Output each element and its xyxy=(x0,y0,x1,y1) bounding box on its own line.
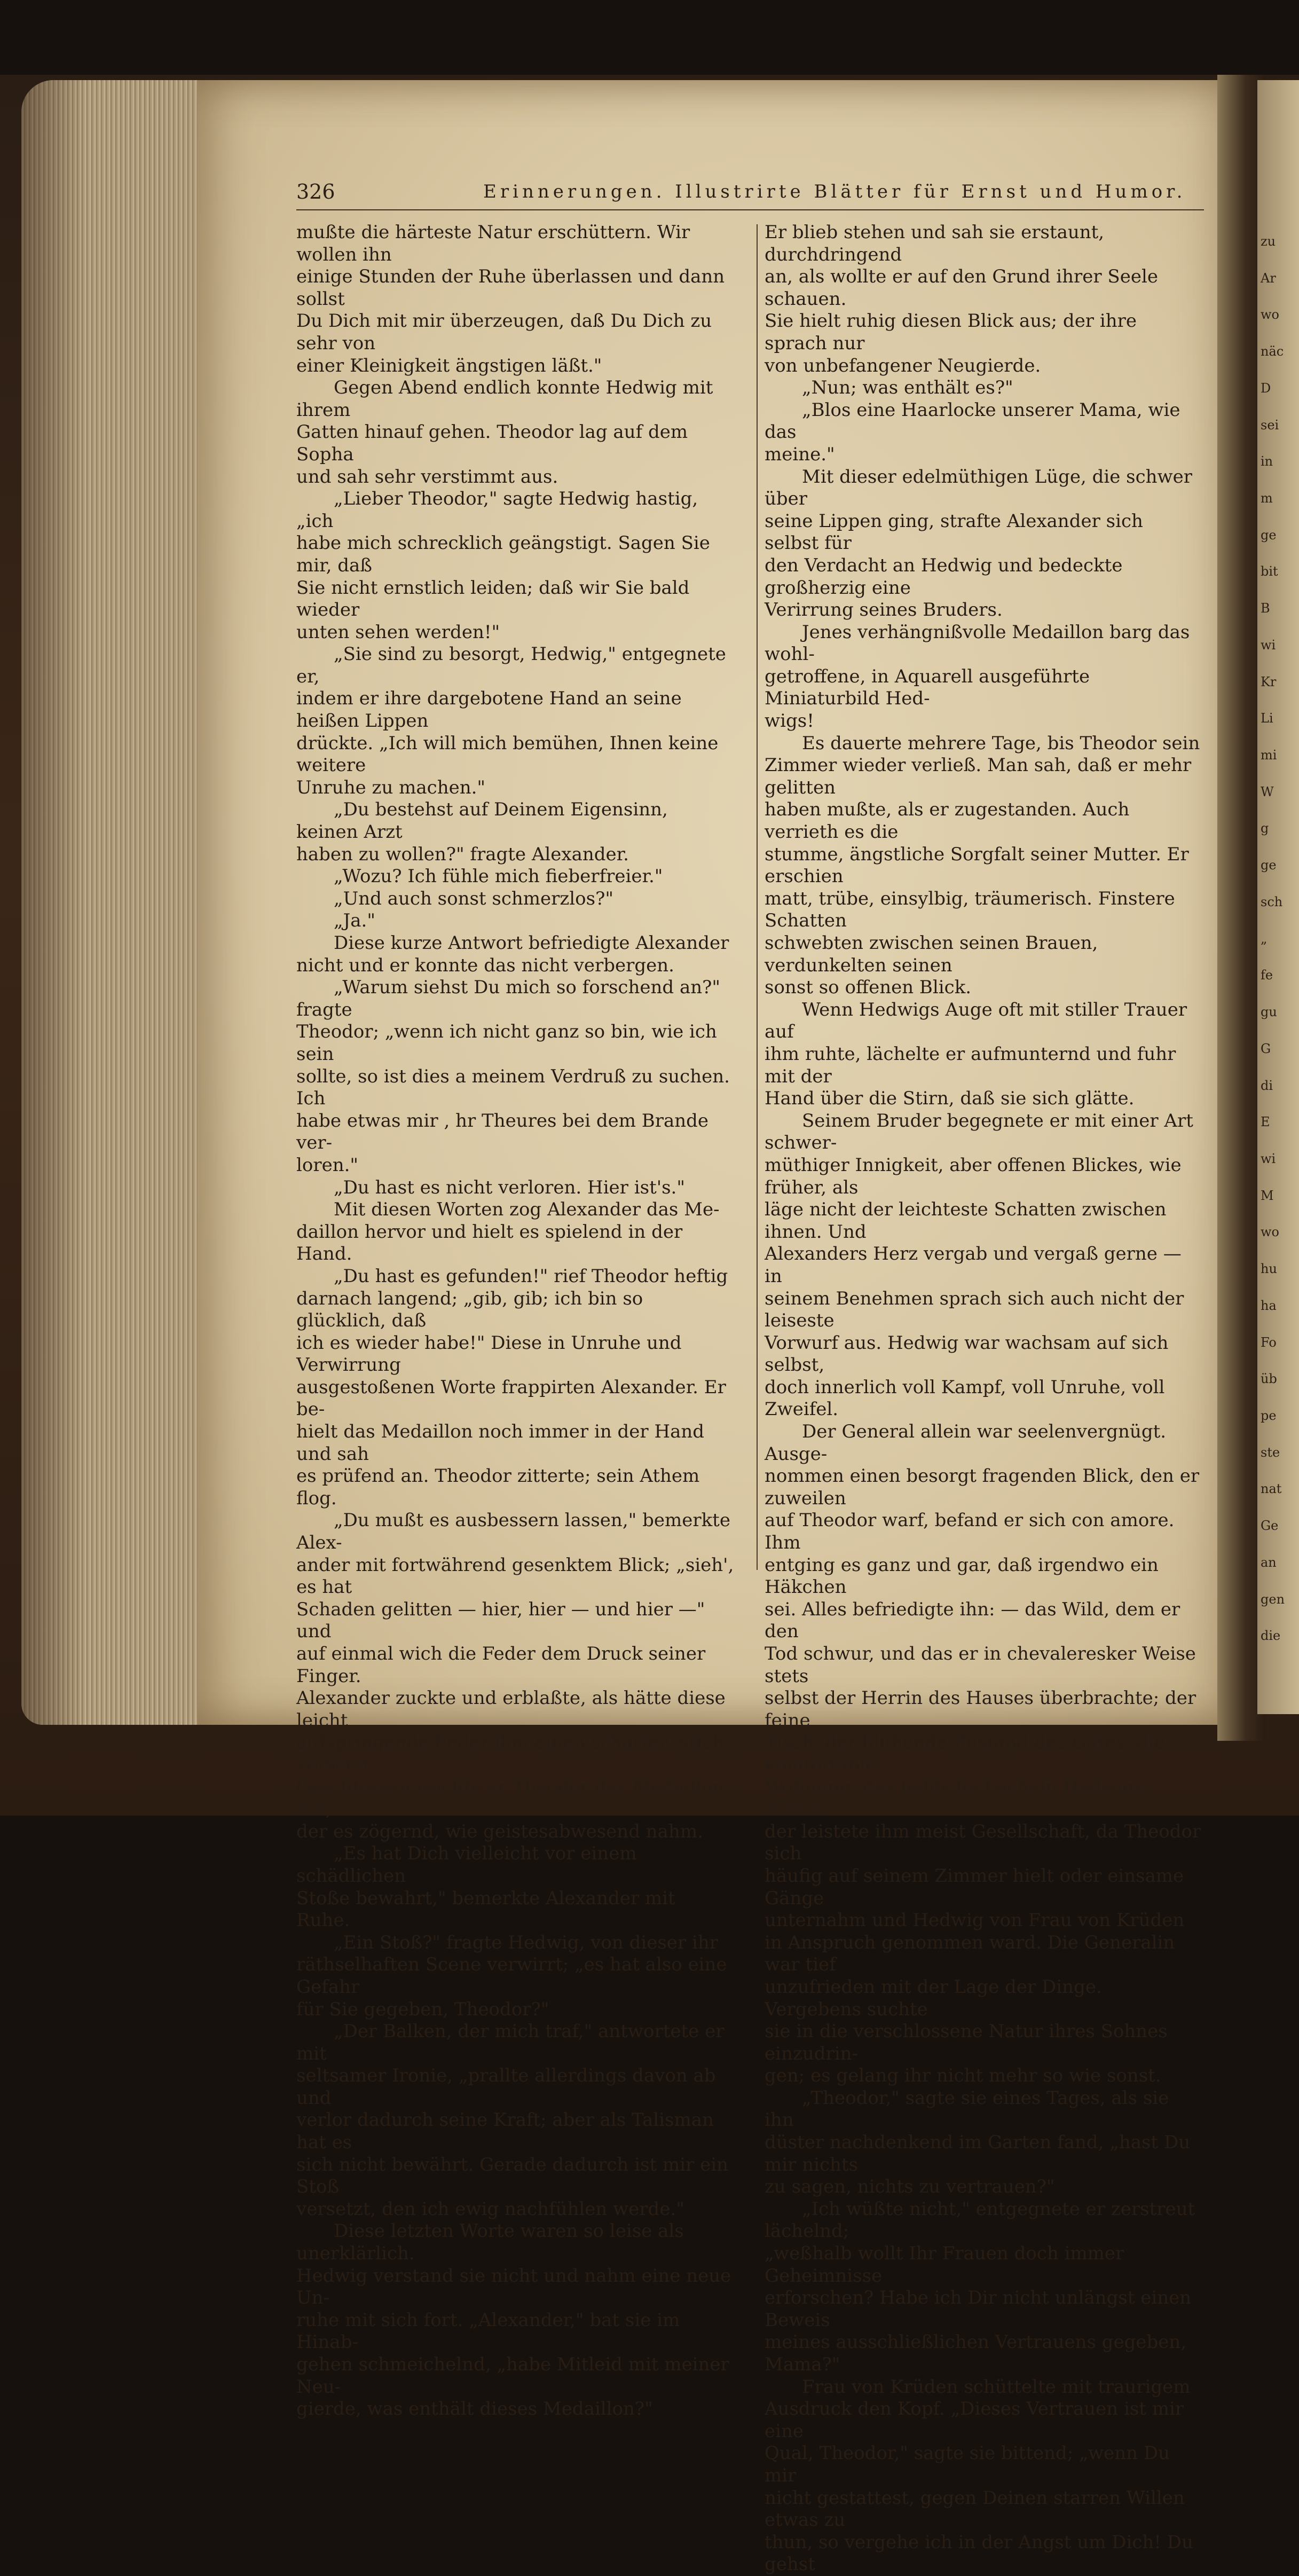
text-line: Der General allein war seelenvergnügt. Ausge- xyxy=(765,1421,1167,1465)
text-line: auf Theodor warf, befand er sich con amore. Ihm xyxy=(765,1510,1175,1554)
next-page-fragment: hu xyxy=(1261,1261,1277,1277)
text-line: Du Dich mit mir überzeugen, daß Du Dich zu sehr von xyxy=(296,310,712,354)
text-line: Tisch, der blühende Zustand des Gutes, die komfortable xyxy=(765,1732,1165,1776)
text-line: Gatten hinauf gehen. Theodor lag auf dem Sopha xyxy=(296,421,688,465)
text-line: Hedwig verstand sie nicht und nahm eine neue Un- xyxy=(296,2265,731,2309)
column-divider xyxy=(757,224,758,1570)
text-line: haben mußte, als er zugestanden. Auch verrieth es die xyxy=(765,799,1130,843)
text-line: meines ausschließlichen Vertrauens gegeben, Mama?" xyxy=(765,2331,1187,2375)
text-line: an, als wollte er auf den Grund ihrer Seele schauen. xyxy=(765,266,1158,310)
next-page-fragment: B xyxy=(1261,601,1270,616)
next-page-fragment: die xyxy=(1261,1628,1281,1644)
text-line: Mit dieser edelmüthigen Lüge, die schwer über xyxy=(765,466,1192,510)
text-line: Stoße bewahrt," bemerkte Alexander mit Ruhe. xyxy=(296,1887,675,1931)
text-line: in Anspruch genommen ward. Die Generalin war tief xyxy=(765,1931,1175,1976)
text-line: mußte die härteste Natur erschüttern. Wir wollen ihn xyxy=(296,222,690,265)
text-line: Jenes verhängnißvolle Medaillon barg das wohl- xyxy=(765,621,1190,665)
text-line: schwebten zwischen seinen Brauen, verdunkelten seinen xyxy=(765,932,1098,976)
text-line: indem er ihre dargebotene Hand an seine heißen Lippen xyxy=(296,688,682,732)
text-line: „weßhalb wollt Ihr Frauen doch immer Geheimnisse xyxy=(765,2243,1124,2287)
text-line: aufspringende Feder ihm einen scharfen Stich versetzt. xyxy=(296,1732,724,1776)
text-line: Diese kurze Antwort befriedigte Alexander xyxy=(334,932,729,954)
next-page-fragment: wi xyxy=(1261,1151,1276,1166)
page-number: 326 xyxy=(296,180,335,203)
text-line: „Lieber Theodor," sagte Hedwig hastig, „ich xyxy=(296,488,698,532)
text-line: gierde, was enthält dieses Medaillon?" xyxy=(296,2398,653,2420)
text-line: Wohnung, das liebliche Lächeln Hedwigs. Alexan- xyxy=(765,1776,1150,1820)
next-page-fragment: Ge xyxy=(1261,1518,1279,1534)
right-column xyxy=(765,222,1202,2576)
text-line: „Du bestehst auf Deinem Eigensinn, keinen Arzt xyxy=(296,799,668,843)
text-line: „Es hat Dich vielleicht vor einem schädlichen xyxy=(296,1843,637,1887)
next-page-fragment: wo xyxy=(1261,1224,1279,1240)
text-line: Alexanders Herz vergab und vergaß gerne — in xyxy=(765,1243,1182,1287)
next-page-edge xyxy=(1257,80,1299,1714)
text-line: sei. Alles befriedigte ihn: — das Wild, dem er den xyxy=(765,1598,1180,1643)
text-line: auf einmal wich die Feder dem Druck seiner Finger. xyxy=(296,1643,706,1687)
page-edges-stack xyxy=(21,80,214,1725)
text-line: ihm ruhte, lächelte er aufmunternd und fuhr mit der xyxy=(765,1043,1176,1087)
next-page-fragment: sei xyxy=(1261,417,1279,433)
running-head xyxy=(296,180,1204,207)
text-line: Mit diesen Worten zog Alexander das Me- xyxy=(334,1199,720,1221)
text-line: „Der Balken, der mich traf," antwortete er mit xyxy=(296,2021,725,2064)
text-line: der es zögernd, wie geistesabwesend nahm. xyxy=(296,1820,703,1842)
next-page-fragment: W xyxy=(1261,784,1274,799)
next-page-fragment: „ xyxy=(1261,931,1267,946)
next-page-fragment: pe xyxy=(1261,1408,1277,1423)
text-line: von unbefangener Neugierde. xyxy=(765,355,1041,376)
next-page-fragment: gu xyxy=(1261,1004,1277,1020)
text-line: Unruhe zu machen." xyxy=(296,776,486,798)
text-line: Schaden gelitten — hier, hier — und hier —" und xyxy=(296,1598,705,1643)
text-line: „Ja." xyxy=(334,910,375,932)
next-page-fragment: Li xyxy=(1261,711,1273,726)
text-line: „Du hast es nicht verloren. Hier ist's." xyxy=(334,1176,685,1198)
text-line: getroffene, in Aquarell ausgeführte Miniaturbild Hed- xyxy=(765,665,1090,710)
text-line: Es dauerte mehrere Tage, bis Theodor sein xyxy=(802,732,1200,754)
text-line: Wenn Hedwigs Auge oft mit stiller Trauer auf xyxy=(765,999,1187,1043)
running-title: Erinnerungen. Illustrirte Blätter für Ernst und Humor. xyxy=(483,181,1186,202)
text-line: Theodor; „wenn ich nicht ganz so bin, wie ich sein xyxy=(296,1021,717,1065)
next-page-fragment: mi xyxy=(1261,748,1277,763)
next-page-fragment: wo xyxy=(1261,307,1279,323)
next-page-fragment: sch xyxy=(1261,894,1283,909)
text-line: habe etwas mir , hr Theures bei dem Brande ver- xyxy=(296,1110,709,1154)
text-line: wigs! xyxy=(765,710,814,732)
next-page-fragment: di xyxy=(1261,1078,1273,1093)
text-line: meine." xyxy=(765,443,835,465)
text-line: Tod schwur, und das er in chevaleresker Weise stets xyxy=(765,1643,1196,1687)
text-line: „Ein Stoß?" fragte Hedwig, von dieser ihr xyxy=(334,1931,718,1953)
text-line: läge nicht der leichteste Schatten zwischen ihnen. Und xyxy=(765,1199,1167,1243)
text-line: unten sehen werden!" xyxy=(296,621,500,643)
text-line: sollte, so ist dies a meinem Verdruß zu suchen. Ich xyxy=(296,1065,730,1110)
next-page-fragment: E xyxy=(1261,1114,1270,1130)
next-page-fragment: D xyxy=(1261,380,1271,396)
next-page-fragment: üb xyxy=(1261,1371,1277,1387)
next-page-fragment: fe xyxy=(1261,968,1273,983)
text-line: gen; es gelang ihr nicht mehr so wie sonst. xyxy=(765,2065,1161,2087)
text-line: Gegen Abend endlich konnte Hedwig mit ihrem xyxy=(296,377,713,421)
text-line: loren." xyxy=(296,1154,359,1176)
next-page-fragment: näc xyxy=(1261,344,1284,359)
next-page-fragment: in xyxy=(1261,454,1273,469)
text-line: den Verdacht an Hedwig und bedeckte großherzig eine xyxy=(765,554,1123,599)
text-line: Frau von Krüden schüttelte mit traurigem xyxy=(802,2376,1191,2398)
text-line: Zimmer wieder verließ. Man sah, daß er mehr gelitten xyxy=(765,755,1192,798)
next-page-fragment: Kr xyxy=(1261,674,1277,689)
text-line: sich nicht bewährt. Gerade dadurch ist mir ein Stoß xyxy=(296,2154,728,2198)
text-line: „Und auch sonst schmerzlos?" xyxy=(334,888,613,909)
next-page-fragment: m xyxy=(1261,491,1273,506)
text-line: Verirrung seines Bruders. xyxy=(765,599,1003,621)
next-page-fragment: bit xyxy=(1261,564,1278,579)
text-line: einer Kleinigkeit ängstigen läßt." xyxy=(296,355,602,376)
text-line: matt, trübe, einsylbig, träumerisch. Finstere Schatten xyxy=(765,888,1175,932)
text-line: Vorwurf aus. Hedwig war wachsam auf sich selbst, xyxy=(765,1332,1169,1376)
text-line: Alexander zuckte und erblaßte, als hätte diese leicht xyxy=(296,1687,726,1731)
text-line: gehen schmeichelnd, „habe Mitleid mit meiner Neu- xyxy=(296,2354,729,2398)
text-line: unzufrieden mit der Lage der Dinge. Vergebens suchte xyxy=(765,1976,1102,2020)
text-line: der leistete ihm meist Gesellschaft, da Theodor sich xyxy=(765,1820,1201,1865)
header-rule xyxy=(296,209,1204,210)
text-line: düster nachdenkend im Garten fand, „hast Du mir nichts xyxy=(765,2132,1191,2176)
text-line: „Blos eine Haarlocke unserer Mama, wie das xyxy=(765,399,1180,443)
text-line: ander mit fortwährend gesenktem Blick; „sieh', es hat xyxy=(296,1554,734,1598)
text-line: „Nun; was enthält es?" xyxy=(802,377,1013,399)
text-line: Sie nicht ernstlich leiden; daß wir Sie bald wieder xyxy=(296,577,690,621)
text-line: seltsamer Ironie, „prallte allerdings davon ab und xyxy=(296,2065,716,2109)
text-line: darnach langend; „gib, gib; ich bin so glücklich, daß xyxy=(296,1287,643,1332)
text-line: „Du mußt es ausbessern lassen," bemerkte Alex- xyxy=(296,1510,730,1554)
next-page-fragment: ste xyxy=(1261,1444,1280,1460)
text-line: zu sagen, nichts zu vertrauen?" xyxy=(765,2176,1055,2198)
text-line: Diese letzten Worte waren so leise als unerklärlich. xyxy=(296,2220,684,2265)
text-line: hielt das Medaillon noch immer in der Hand und sah xyxy=(296,1421,705,1465)
text-line: entging es ganz und gar, daß irgendwo ein Häkchen xyxy=(765,1554,1159,1598)
next-page-fragment: zu xyxy=(1261,234,1276,249)
text-line: sonst so offenen Blick. xyxy=(765,977,972,999)
text-line: stumme, ängstliche Sorgfalt seiner Mutter. Er erschien xyxy=(765,843,1189,888)
text-line: seine Lippen ging, strafte Alexander sich selbst für xyxy=(765,510,1143,554)
next-page-fragment: ge xyxy=(1261,858,1277,873)
text-line: ich es wieder habe!" Diese in Unruhe und Verwirrung xyxy=(296,1332,682,1376)
next-page-fragment: an xyxy=(1261,1554,1277,1570)
next-page-fragment: M xyxy=(1261,1188,1274,1203)
text-line: drückte. „Ich will mich bemühen, Ihnen keine weitere xyxy=(296,732,719,776)
text-line: verlor dadurch seine Kraft; aber als Talisman hat es xyxy=(296,2109,714,2154)
text-line: „Ich wüßte nicht," entgegnete er zerstreut lächelnd; xyxy=(765,2198,1195,2242)
text-line: nicht und er konnte das nicht verbergen. xyxy=(296,954,674,976)
text-line: Sie hielt ruhig diesen Blick aus; der ihre sprach nur xyxy=(765,310,1137,354)
text-line: nommen einen besorgt fragenden Blick, den er zuweilen xyxy=(765,1465,1200,1509)
next-page-fragment: g xyxy=(1261,821,1269,836)
text-line: ausgestoßenen Worte frappirten Alexander. Er be- xyxy=(296,1376,726,1420)
text-line: daillon hervor und hielt es spielend in der Hand. xyxy=(296,1221,683,1265)
next-page-fragment: ge xyxy=(1261,527,1277,543)
next-page-fragment: Fo xyxy=(1261,1334,1277,1350)
text-line: räthselhaften Scene verwirrt; „es hat also eine Gefahr xyxy=(296,1954,727,1998)
text-line: „Sie sind zu besorgt, Hedwig," entgegnete er, xyxy=(296,643,726,687)
next-page-fragment: G xyxy=(1261,1041,1271,1056)
next-page-fragment: ha xyxy=(1261,1298,1277,1313)
next-page-fragment: nat xyxy=(1261,1481,1282,1497)
text-line: Qual, Theodor," sagte sie bittend; „wenn Du mir xyxy=(765,2443,1170,2486)
text-line: müthiger Innigkeit, aber offenen Blickes, wie früher, als xyxy=(765,1154,1182,1198)
text-line: selbst der Herrin des Hauses überbrachte; der feine xyxy=(765,1687,1196,1731)
text-line: „Theodor," sagte sie eines Tages, als sie ihn xyxy=(765,2087,1169,2131)
text-line: haben zu wollen?" fragte Alexander. xyxy=(296,843,629,865)
text-line: Er blieb stehen und sah sie erstaunt, durchdringend xyxy=(765,222,1105,265)
text-line: seinem Benehmen sprach sich auch nicht der leiseste xyxy=(765,1287,1184,1332)
text-line: „Du hast es gefunden!" rief Theodor heftig xyxy=(334,1265,728,1287)
text-line: für Sie gegeben, Theodor?" xyxy=(296,1998,549,2020)
text-line: es prüfend an. Theodor zitterte; sein Athem flog. xyxy=(296,1465,700,1509)
text-line: einige Stunden der Ruhe überlassen und dann sollst xyxy=(296,266,725,310)
text-line: „Wozu? Ich fühle mich fieberfreier." xyxy=(334,866,663,888)
text-line: Seinem Bruder begegnete er mit einer Art schwer- xyxy=(765,1110,1193,1154)
text-line: häufig auf seinem Zimmer hielt oder einsame Gänge xyxy=(765,1865,1184,1909)
text-line: erforschen? Habe ich Dir nicht unlängst einen Beweis xyxy=(765,2287,1192,2331)
text-line: doch innerlich voll Kampf, voll Unruhe, voll Zweifel. xyxy=(765,1376,1165,1420)
next-page-fragment: Ar xyxy=(1261,270,1276,286)
left-column xyxy=(296,222,734,2421)
text-line: Geschlossen reichte er Theodor das Medaillon hin, xyxy=(296,1776,725,1820)
text-line: unternahm und Hedwig von Frau von Krüden xyxy=(765,1910,1185,1931)
text-line: „Warum siehst Du mich so forschend an?" fragte xyxy=(296,977,720,1020)
text-line: thun, so vergehe ich in der Angst um Dich! Du gehst xyxy=(765,2531,1193,2575)
text-line: habe mich schrecklich geängstigt. Sagen Sie mir, daß xyxy=(296,532,710,576)
text-line: Hand über die Stirn, daß sie sich glätte. xyxy=(765,1088,1135,1110)
text-line: Ausdruck den Kopf. „Dieses Vertrauen ist mir eine xyxy=(765,2398,1184,2442)
text-line: ruhe mit sich fort. „Alexander," bat sie im Hinab- xyxy=(296,2309,680,2353)
text-line: nicht gestattest, gegen Deinen starren Willen etwas zu xyxy=(765,2487,1185,2531)
next-page-fragment: wi xyxy=(1261,637,1276,653)
text-line: versetzt, den ich ewig nachfühlen werde." xyxy=(296,2198,684,2220)
next-page-fragment: gen xyxy=(1261,1591,1285,1607)
text-line: sie in die verschlossene Natur ihres Sohnes einzudrin- xyxy=(765,2021,1168,2064)
text-line: und sah sehr verstimmt aus. xyxy=(296,466,558,488)
